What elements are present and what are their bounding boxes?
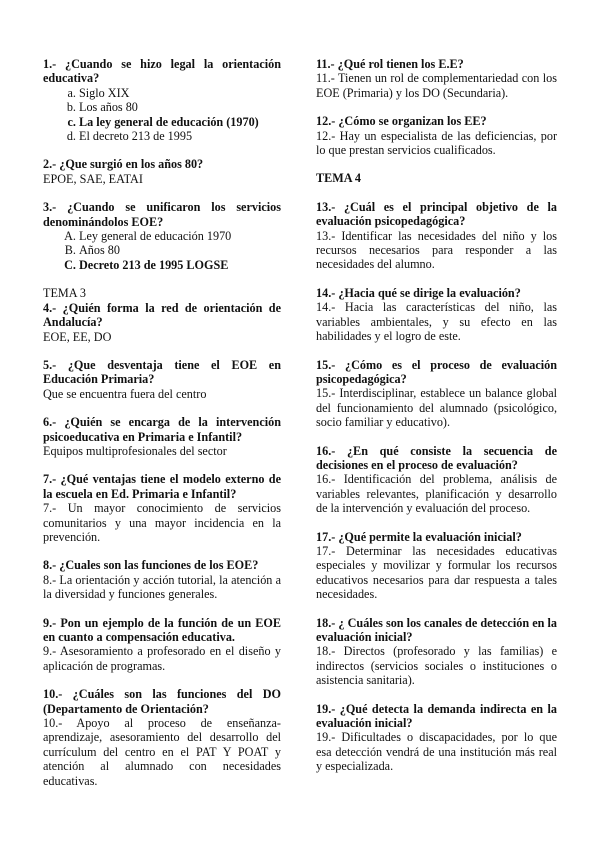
question-text: 15.- ¿Cómo es el proceso de evaluación psicopedagógica? xyxy=(316,357,557,386)
question-text: 3.- ¿Cuando se unificaron los servicios denominándolos EOE? xyxy=(43,200,281,229)
question-text: 6.- ¿Quién se encarga de la intervención psicoeducativa en Primaria e Infantil? xyxy=(43,415,281,444)
answer-text: 15.- Interdisciplinar, establece un balance global del funcionamiento del alumnado (psicológico, socio familiar y educativo). xyxy=(316,386,557,430)
right-column xyxy=(316,57,557,788)
answer-text: EPOE, SAE, EATAI xyxy=(43,171,143,186)
option-c-correct: c. La ley general de educación (1970) xyxy=(79,115,281,129)
question-block-12 xyxy=(316,114,557,157)
question-block-9 xyxy=(43,616,281,674)
topic-heading-tema-3: TEMA 3 xyxy=(43,286,86,301)
option-d: d. El decreto 213 de 1995 xyxy=(79,129,281,143)
question-text: 7.- ¿Qué ventajas tiene el modelo externo de la escuela en Ed. Primaria e Infantil? xyxy=(43,472,281,501)
answer-text: 7.- Un mayor conocimiento de servicios comunitarios y una mayor incidencia en la prevención. xyxy=(43,501,281,544)
question-text: 12.- ¿Cómo se organizan los EE? xyxy=(316,114,487,129)
question-text: 14.- ¿Hacia qué se dirige la evaluación? xyxy=(316,285,521,300)
answer-text: 17.- Determinar las necesidades educativas especiales y movilizar y formular los recursos educativos necesarios para dar respuesta a tales necesidades. xyxy=(316,543,557,602)
question-block-15 xyxy=(316,358,557,430)
question-block-7 xyxy=(43,472,281,544)
option-c-correct: C. Decreto 213 de 1995 LOGSE xyxy=(79,258,281,272)
question-block-17 xyxy=(316,530,557,602)
answer-text: 14.- Hacia las características del niño, las variables ambientales, y su efecto en las habilidades y el logro de este. xyxy=(316,300,557,344)
answer-text: EOE, EE, DO xyxy=(43,329,112,344)
answer-text: 11.- Tienen un rol de complementariedad con los EOE (Primaria) y los DO (Secundaria). xyxy=(316,71,557,100)
question-text: 13.- ¿Cuál es el principal objetivo de la evaluación psicopedagógica? xyxy=(316,199,557,229)
question-block-5 xyxy=(43,358,281,401)
question-text: 8.- ¿Cuales son las funciones de los EOE? xyxy=(43,558,259,573)
answer-text: 19.- Dificultades o discapacidades, por lo que esa detección vendrá de una institución más real y especializada. xyxy=(316,730,557,774)
question-block-4 xyxy=(43,301,281,344)
option-list xyxy=(43,229,281,272)
left-column xyxy=(43,57,281,802)
question-text: 10.- ¿Cuáles son las funciones del DO (Departamento de Orientación? xyxy=(43,687,281,716)
question-block-3 xyxy=(43,200,281,272)
question-block-14 xyxy=(316,286,557,344)
question-text: 2.- ¿Que surgió en los años 80? xyxy=(43,157,204,172)
option-b: B. Años 80 xyxy=(79,243,281,257)
question-block-13 xyxy=(316,200,557,272)
answer-text: Equipos multiprofesionales del sector xyxy=(43,443,227,458)
question-text: 5.- ¿Que desventaja tiene el EOE en Educación Primaria? xyxy=(43,357,281,387)
question-block-1 xyxy=(43,57,281,143)
answer-text: 12.- Hay un especialista de las deficiencias, por lo que prestan servicios cualificados. xyxy=(316,128,557,158)
option-b: b. Los años 80 xyxy=(79,100,281,114)
topic-heading-tema-4: TEMA 4 xyxy=(316,171,362,186)
question-text: 17.- ¿Qué permite la evaluación inicial? xyxy=(316,529,522,544)
question-block-18 xyxy=(316,616,557,688)
question-block-10 xyxy=(43,687,281,788)
question-block-19 xyxy=(316,702,557,774)
question-text: 18.- ¿ Cuáles son los canales de detección en la evaluación inicial? xyxy=(316,615,557,644)
answer-text: 13.- Identificar las necesidades del niño y los recursos necesarios para responder a las necesidades del alumno. xyxy=(316,228,557,272)
option-a: A. Ley general de educación 1970 xyxy=(79,229,281,243)
question-text: 19.- ¿Qué detecta la demanda indirecta en la evaluación inicial? xyxy=(316,701,557,731)
answer-text: 8.- La orientación y acción tutorial, la atención a la diversidad y funciones generales. xyxy=(43,572,281,602)
option-list xyxy=(43,86,281,144)
question-block-6 xyxy=(43,415,281,458)
question-text: 9.- Pon un ejemplo de la función de un EOE en cuanto a compensación educativa. xyxy=(43,615,281,644)
option-a: a. Siglo XIX xyxy=(79,86,281,100)
answer-text: 9.- Asesoramiento a profesorado en el diseño y aplicación de programas. xyxy=(43,644,281,673)
question-block-8 xyxy=(43,558,281,601)
question-block-2 xyxy=(43,157,281,186)
question-text: 4.- ¿Quién forma la red de orientación de Andalucía? xyxy=(43,300,281,330)
question-block-16 xyxy=(316,444,557,516)
answer-text: 10.- Apoyo al proceso de enseñanza-aprendizaje, asesoramiento del desarrollo del currículum del centro en el PAT Y POAT y atención al alumnado con necesidades educativas. xyxy=(43,716,281,788)
question-text: 16.- ¿En qué consiste la secuencia de decisiones en el proceso de evaluación? xyxy=(316,443,557,472)
question-text: 11.- ¿Qué rol tienen los E.E? xyxy=(316,57,464,71)
answer-text: Que se encuentra fuera del centro xyxy=(43,386,207,401)
question-block-11 xyxy=(316,57,557,100)
answer-text: 18.- Directos (profesorado y las familias) e indirectos (servicios sociales o instituciones o asistencia sanitaria). xyxy=(316,644,557,688)
answer-text: 16.- Identificación del problema, análisis de variables relevantes, planificación y desarrollo de la intervención y evaluación del proceso. xyxy=(316,472,557,516)
question-text: 1.- ¿Cuando se hizo legal la orientación educativa? xyxy=(43,57,281,86)
